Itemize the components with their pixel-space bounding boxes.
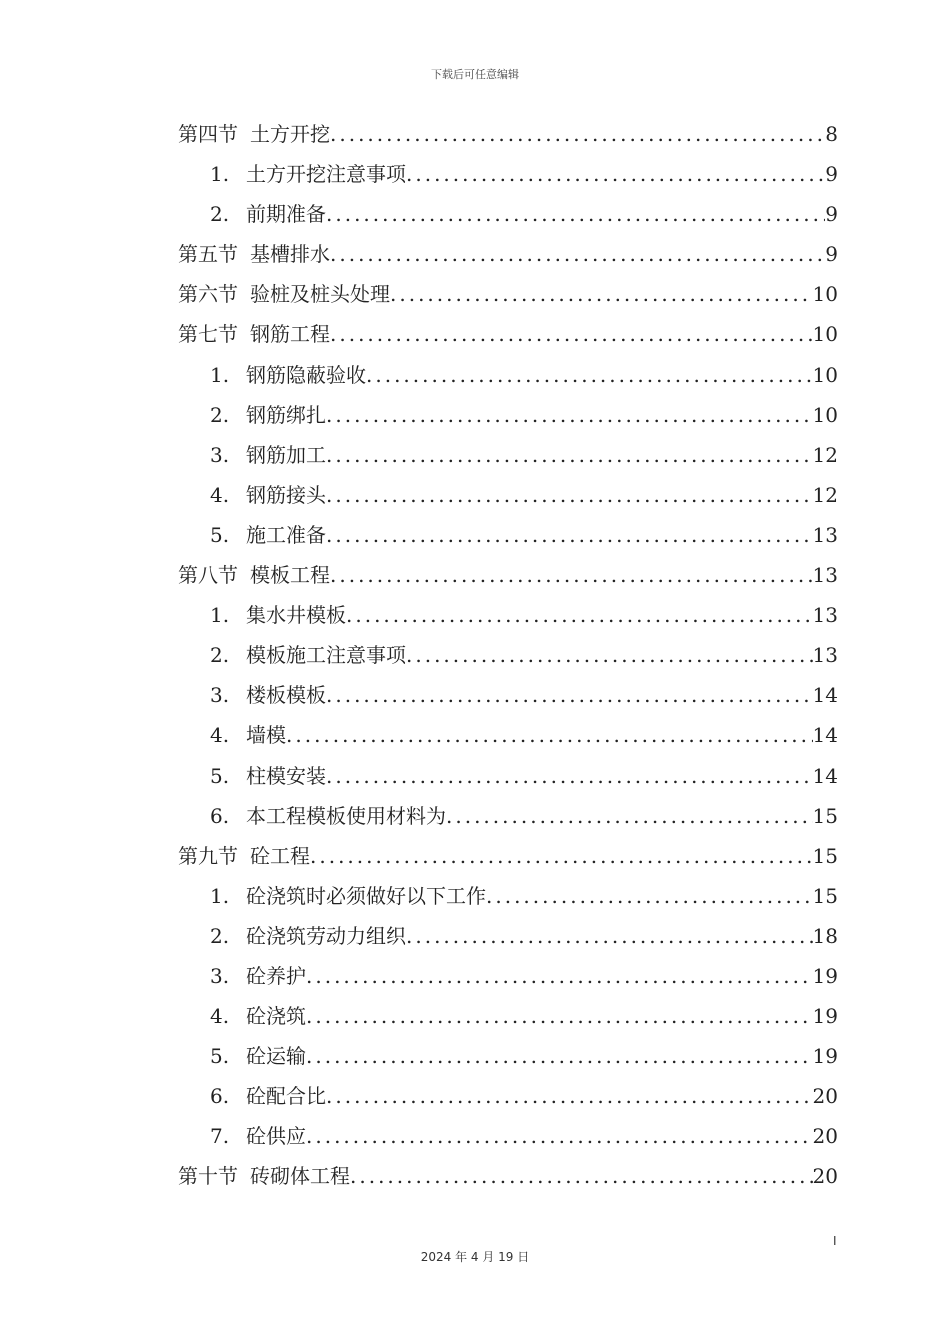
toc-item-number: 2.: [210, 402, 230, 427]
toc-entry[interactable]: [178, 1080, 838, 1120]
toc-entry-label: [178, 1080, 326, 1109]
toc-item-number: 1.: [210, 603, 230, 628]
toc-dot-leader: [306, 1044, 813, 1068]
toc-section-number: 第九节: [178, 843, 238, 868]
toc-page-number: 19: [812, 1044, 838, 1069]
toc-dot-leader: [286, 723, 813, 747]
toc-entry-title: 砼配合比: [246, 1084, 326, 1109]
toc-page-number: 19: [812, 1004, 838, 1029]
toc-item-number: 4.: [210, 482, 230, 507]
toc-entry[interactable]: [178, 1000, 838, 1040]
toc-entry-title: 柱模安装: [246, 763, 326, 788]
toc-section-number: 第十节: [178, 1164, 238, 1189]
toc-entry[interactable]: [178, 238, 838, 278]
toc-entry-label: [178, 760, 326, 789]
page-number-marker: I: [833, 1234, 837, 1248]
toc-entry-title: 钢筋绑扎: [246, 402, 326, 427]
toc-dot-leader: [346, 603, 813, 627]
table-of-contents: [178, 118, 838, 1201]
toc-entry-label: [178, 278, 390, 307]
toc-entry[interactable]: [178, 840, 838, 880]
toc-entry[interactable]: [178, 1040, 838, 1080]
toc-item-number: 5.: [210, 1044, 230, 1069]
toc-page-number: 14: [812, 763, 838, 788]
toc-section-number: 第四节: [178, 122, 238, 146]
toc-page-number: 10: [812, 282, 838, 307]
toc-entry-label: [178, 439, 326, 468]
toc-entry[interactable]: [178, 760, 838, 800]
toc-entry-label: [178, 1120, 306, 1149]
toc-dot-leader: [310, 844, 813, 868]
toc-item-number: 1.: [210, 883, 230, 908]
toc-page-number: 15: [812, 883, 838, 908]
toc-page-number: 15: [812, 843, 838, 868]
toc-section-number: 第七节: [178, 322, 238, 347]
toc-entry-title: 砼浇筑时必须做好以下工作: [246, 883, 486, 908]
toc-entry-title: 模板工程: [250, 563, 330, 588]
toc-dot-leader: [330, 242, 825, 266]
toc-entry-title: 前期准备: [246, 202, 326, 227]
toc-page-number: 9: [825, 162, 838, 187]
toc-entry-label: [178, 118, 330, 147]
toc-entry-title: 钢筋加工: [246, 442, 326, 467]
toc-entry[interactable]: [178, 599, 838, 639]
toc-dot-leader: [326, 483, 813, 507]
toc-entry-title: 钢筋隐蔽验收: [246, 362, 366, 387]
toc-page-number: 15: [812, 803, 838, 828]
toc-entry[interactable]: [178, 479, 838, 519]
toc-entry-label: [178, 679, 326, 708]
toc-item-number: 1.: [210, 162, 230, 187]
toc-entry[interactable]: [178, 800, 838, 840]
toc-entry[interactable]: [178, 439, 838, 479]
toc-item-number: 4.: [210, 1004, 230, 1029]
toc-section-number: 第五节: [178, 242, 238, 267]
toc-dot-leader: [326, 403, 813, 427]
toc-entry[interactable]: [178, 278, 838, 318]
toc-page-number: 14: [812, 723, 838, 748]
toc-entry[interactable]: [178, 519, 838, 559]
toc-entry-label: [178, 1160, 350, 1189]
toc-entry[interactable]: [178, 639, 838, 679]
toc-entry-label: [178, 880, 486, 909]
toc-entry-label: [178, 800, 446, 829]
toc-page-number: 13: [812, 563, 838, 588]
toc-entry[interactable]: [178, 198, 838, 238]
toc-entry-title: 土方开挖注意事项: [246, 162, 406, 187]
toc-entry-title: 钢筋工程: [250, 322, 330, 347]
toc-page-number: 13: [812, 522, 838, 547]
toc-entry-label: [178, 920, 406, 949]
toc-item-number: 1.: [210, 362, 230, 387]
toc-page-number: 10: [812, 322, 838, 347]
toc-entry-label: [178, 198, 326, 227]
toc-entry-label: [178, 158, 406, 187]
toc-dot-leader: [406, 924, 813, 948]
toc-page-number: 14: [812, 683, 838, 708]
toc-dot-leader: [306, 1124, 813, 1148]
toc-entry-title: 砖砌体工程: [250, 1164, 350, 1189]
toc-dot-leader: [350, 1164, 813, 1188]
toc-item-number: 5.: [210, 763, 230, 788]
toc-page-number: 13: [812, 643, 838, 668]
toc-dot-leader: [330, 322, 813, 346]
toc-entry-label: [178, 960, 306, 989]
toc-entry-title: 本工程模板使用材料为: [246, 803, 446, 828]
toc-page-number: 18: [812, 923, 838, 948]
toc-entry-label: [178, 519, 326, 548]
toc-entry-label: [178, 1040, 306, 1069]
toc-entry-title: 土方开挖: [250, 122, 330, 146]
toc-page-number: 10: [812, 362, 838, 387]
toc-dot-leader: [306, 1004, 813, 1028]
toc-page-number: 12: [812, 442, 838, 467]
toc-entry[interactable]: [178, 399, 838, 439]
toc-entry-title: 砼养护: [246, 963, 306, 988]
toc-page-number: 20: [812, 1124, 838, 1149]
toc-dot-leader: [326, 202, 825, 226]
toc-dot-leader: [390, 282, 813, 306]
toc-item-number: 5.: [210, 522, 230, 547]
toc-item-number: 6.: [210, 1084, 230, 1109]
toc-dot-leader: [486, 884, 813, 908]
toc-item-number: 2.: [210, 202, 230, 227]
toc-entry-title: 基槽排水: [250, 242, 330, 267]
toc-entry-label: [178, 359, 366, 388]
toc-dot-leader: [326, 523, 813, 547]
toc-item-number: 2.: [210, 643, 230, 668]
toc-entry-label: [178, 840, 310, 869]
toc-dot-leader: [366, 363, 813, 387]
toc-entry-label: [178, 599, 346, 628]
toc-entry-label: [178, 1000, 306, 1029]
toc-entry-label: [178, 318, 330, 347]
toc-entry[interactable]: [178, 1120, 838, 1160]
toc-entry[interactable]: [178, 920, 838, 960]
toc-entry-label: [178, 479, 326, 508]
toc-dot-leader: [326, 1084, 813, 1108]
toc-entry[interactable]: [178, 118, 838, 158]
toc-dot-leader: [406, 643, 813, 667]
toc-page-number: 20: [812, 1084, 838, 1109]
toc-item-number: 4.: [210, 723, 230, 748]
toc-section-number: 第八节: [178, 563, 238, 588]
toc-item-number: 3.: [210, 442, 230, 467]
toc-item-number: 3.: [210, 963, 230, 988]
toc-entry[interactable]: [178, 719, 838, 759]
toc-entry[interactable]: [178, 559, 838, 599]
toc-page-number: 9: [825, 202, 838, 227]
toc-dot-leader: [306, 964, 813, 988]
toc-entry[interactable]: [178, 158, 838, 198]
toc-dot-leader: [326, 683, 813, 707]
toc-entry-title: 砼浇筑: [246, 1004, 306, 1029]
toc-entry-label: [178, 639, 406, 668]
page-footer-date: 2024 年 4 月 19 日: [420, 1250, 530, 1264]
toc-entry-title: 验桩及桩头处理: [250, 282, 390, 307]
toc-page-number: 9: [825, 242, 838, 267]
toc-dot-leader: [330, 122, 825, 146]
toc-page-number: 20: [812, 1164, 838, 1189]
toc-entry-title: 模板施工注意事项: [246, 643, 406, 668]
toc-entry-title: 砼运输: [246, 1044, 306, 1069]
toc-entry[interactable]: [178, 1160, 838, 1200]
toc-item-number: 2.: [210, 923, 230, 948]
toc-item-number: 6.: [210, 803, 230, 828]
toc-dot-leader: [330, 563, 813, 587]
toc-entry-label: [178, 719, 286, 748]
toc-entry-title: 墙模: [246, 723, 286, 748]
toc-page-number: 12: [812, 482, 838, 507]
toc-entry[interactable]: [178, 318, 838, 358]
toc-entry-label: [178, 559, 330, 588]
toc-page-number: 19: [812, 963, 838, 988]
toc-entry[interactable]: [178, 960, 838, 1000]
toc-entry-title: 砼供应: [246, 1124, 306, 1149]
toc-entry-label: [178, 238, 330, 267]
toc-section-number: 第六节: [178, 282, 238, 307]
toc-item-number: 3.: [210, 683, 230, 708]
toc-page-number: 8: [825, 122, 838, 146]
toc-dot-leader: [326, 443, 813, 467]
toc-entry-label: [178, 399, 326, 428]
toc-entry-title: 楼板模板: [246, 683, 326, 708]
toc-entry-title: 砼工程: [250, 843, 310, 868]
page-header: 下载后可任意编辑: [431, 68, 519, 81]
toc-dot-leader: [326, 764, 813, 788]
toc-entry[interactable]: [178, 679, 838, 719]
toc-entry-title: 砼浇筑劳动力组织: [246, 923, 406, 948]
toc-entry[interactable]: [178, 880, 838, 920]
toc-page-number: 10: [812, 402, 838, 427]
toc-entry-title: 集水井模板: [246, 603, 346, 628]
toc-item-number: 7.: [210, 1124, 230, 1149]
toc-page-number: 13: [812, 603, 838, 628]
toc-entry-title: 施工准备: [246, 522, 326, 547]
toc-dot-leader: [406, 162, 825, 186]
toc-entry[interactable]: [178, 359, 838, 399]
toc-entry-title: 钢筋接头: [246, 482, 326, 507]
toc-dot-leader: [446, 804, 813, 828]
